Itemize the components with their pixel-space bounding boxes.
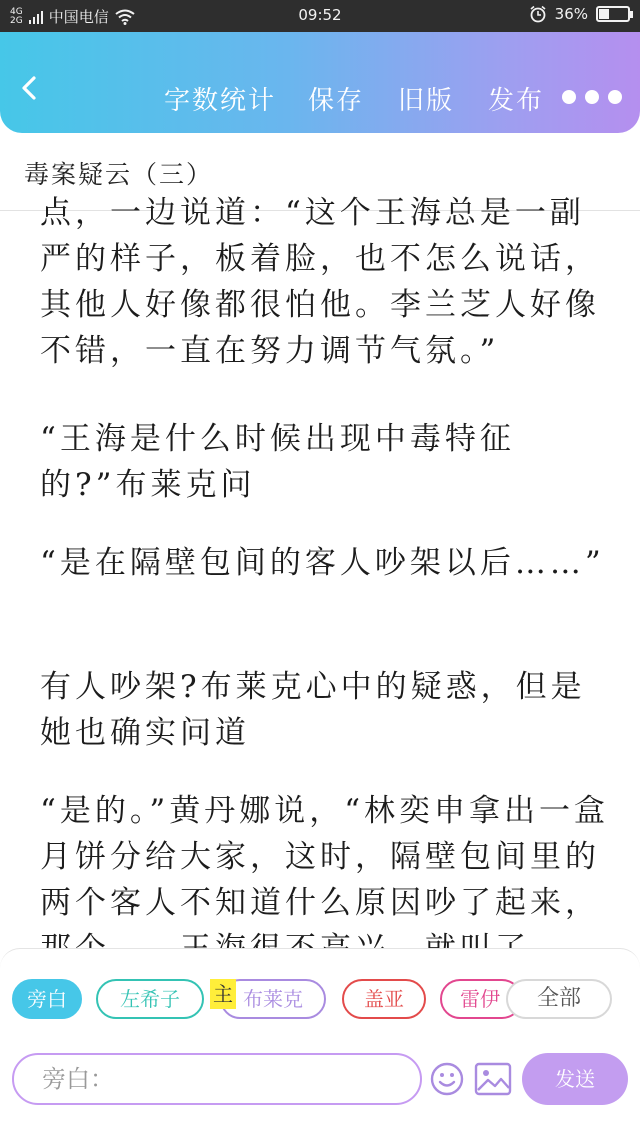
paragraph[interactable]: “王海是什么时候出现中毒特征的?”布莱克问 — [40, 421, 515, 503]
role-chip-narrator[interactable]: 旁白 — [12, 979, 82, 1019]
battery-percent: 36% — [554, 5, 588, 23]
smiley-icon[interactable] — [430, 1062, 464, 1096]
status-bar — [0, 0, 640, 32]
role-chip-gaia[interactable]: 盖亚 — [342, 979, 426, 1019]
old-version-button[interactable]: 旧版 — [398, 86, 455, 116]
paragraph[interactable]: 点，一边说道：“这个王海总是一副严的样子，板着脸，也不怎么说话，其他人好像都很怕他。李兰芝人好像不错，一直在努力调节气氛。” — [40, 195, 600, 369]
dialogue-input[interactable]: 旁白： — [12, 1053, 422, 1105]
more-options-icon[interactable] — [562, 90, 622, 104]
network-4g: 4G — [10, 6, 23, 17]
chapter-title[interactable]: 毒案疑云（三） — [24, 160, 214, 189]
all-roles-button[interactable]: 全部 — [506, 979, 612, 1019]
role-input-panel — [0, 948, 640, 1138]
role-chip-blake[interactable]: 布莱克 — [220, 979, 326, 1019]
carrier: 中国电信 — [48, 8, 109, 26]
send-button[interactable]: 发送 — [522, 1053, 628, 1105]
publish-button[interactable]: 发布 — [488, 86, 545, 116]
paragraph[interactable]: “是在隔壁包间的客人吵架以后……” — [40, 545, 605, 581]
main-character-tag: 主 — [210, 979, 236, 1009]
role-chip-zuoxizi[interactable]: 左希子 — [96, 979, 204, 1019]
clock: 09:52 — [298, 6, 342, 24]
paragraph[interactable]: “是的。”黄丹娜说，“林奕申拿出一盒月饼分给大家，这时，隔壁包间里的两个客人不知道什么原因吵了起来， — [40, 793, 610, 921]
app-header — [0, 32, 640, 133]
battery-level — [599, 9, 609, 19]
editor-content[interactable] — [0, 195, 640, 947]
network-2g: 2G — [10, 15, 23, 26]
battery-icon — [596, 6, 630, 22]
word-count-button[interactable]: 字数统计 — [164, 86, 277, 116]
role-chip-leiyi[interactable]: 雷伊 — [440, 979, 522, 1019]
image-icon[interactable] — [474, 1062, 512, 1096]
paragraph[interactable]: 有人吵架?布莱克心中的疑惑，但是她也确实问道 — [40, 669, 586, 751]
alarm-icon — [529, 5, 547, 23]
back-arrow-icon[interactable] — [18, 76, 42, 100]
save-button[interactable]: 保存 — [308, 86, 365, 116]
